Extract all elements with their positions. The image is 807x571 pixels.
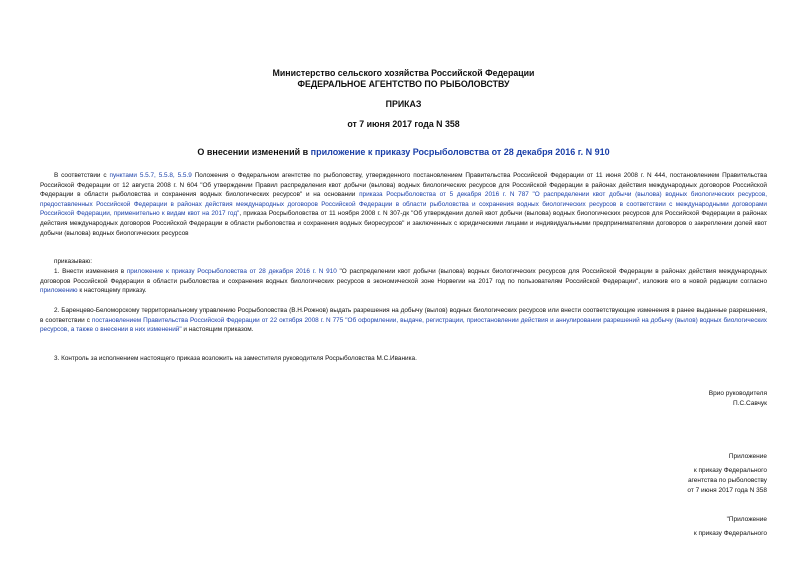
preamble-text-1: В соответствии с — [54, 172, 110, 179]
appendix-line-2: агентства по рыболовству — [687, 477, 767, 484]
item-1-text-1: 1. Внести изменения в — [54, 268, 127, 275]
preamble-paragraph — [40, 171, 767, 238]
appendix-block — [687, 452, 767, 496]
item-2-text-1: 2. Баренцево-Беломорскому территориальному управлению Росрыболовства (В.Н.Рожнов) выдать разрешения на добычу (вылов) водных биологических ресурсов или внести соответствующие изменения в ранее выданные разрешения, в соответствии с — [40, 307, 767, 324]
item-1-paragraph — [40, 267, 767, 296]
doc-title — [0, 147, 807, 157]
item-3-paragraph: 3. Контроль за исполнением настоящего приказа возложить на заместителя руководителя Росрыболовства М.С.Иваника. — [54, 355, 417, 362]
item-2-paragraph — [40, 306, 767, 335]
appendix-title: Приложение — [728, 453, 767, 460]
item-1-text-2: "О распределении квот добычи (вылова) водных биологических ресурсов для Российской Федерации в районах действия международных договоров Российской Федерации в области рыболовства и сохранения водных биологических ресурсов в экономической зоне Норвегии на 2017 год по пользователям Российской Федерации", изложив его в новой редакции согласно — [40, 268, 767, 285]
doc-date-number: от 7 июня 2017 года N 358 — [347, 119, 460, 129]
ministry-heading: Министерство сельского хозяйства Российской Федерации — [272, 68, 535, 78]
title-link[interactable]: приложение к приказу Росрыболовства от 28 декабря 2016 г. N 910 — [310, 147, 610, 157]
signature-block — [709, 389, 767, 409]
preamble-link-order-787[interactable]: приказа Росрыболовства от 5 декабря 2016 г. N 787 "О распределении квот добычи (вылова) водных биологических ресурсов, предоставленных Российской Федерации в районах действия международных договоров Российской Федерации в области рыболовства и сохранения водных биологических ресурсов в соответствии с международными договорами Российской Федерации, применительно к видам квот на 2017 год" — [40, 191, 768, 218]
signature-position: Врио руководителя — [708, 390, 767, 397]
preamble-text-2: Положения о Федеральном агентстве по рыболовству, утвержденного постановлением Правительства Российской Федерации от 11 июня 2008 г. N 444, постановлением Правительства Российской Федерации от 12 августа 2008 г. N 604 "Об утверждении Правил распределения квот добычи (вылова) водных биологических ресурсов для Российской Федерации в районах действия международных договоров Российской Федерации в области рыболовства и сохранения водных биологических ресурсов" и на основании — [40, 172, 767, 199]
item-1-link-appendix[interactable]: приложению — [40, 287, 78, 295]
appendix-quote-block — [694, 515, 767, 539]
item-1-text-3: к настоящему приказу. — [77, 287, 147, 295]
item-1-link-order-910[interactable]: приложение к приказу Росрыболовства от 28 декабря 2016 г. N 910 — [126, 268, 337, 275]
appendix-quote-line-1: "Приложение — [726, 516, 767, 523]
item-2-text-2: и настоящим приказом. — [181, 326, 254, 334]
agency-heading: ФЕДЕРАЛЬНОЕ АГЕНТСТВО ПО РЫБОЛОВСТВУ — [297, 79, 510, 89]
appendix-quote-line-2: к приказу Федерального — [693, 530, 767, 537]
preamble-link-points[interactable]: пунктами 5.5.7, 5.5.8, 5.5.9 — [109, 172, 192, 179]
appendix-line-1: к приказу Федерального — [693, 467, 767, 474]
preamble-text-3: , приказа Росрыболовства от 11 ноября 2008 г. N 307-дк "Об утверждении долей квот добычи (вылова) водных биологических ресурсов для Российской Федерации в районах действия международных договоров Российской Федерации в области рыболовства и сохранения водных биоресурсов" и заключенных с юридическими лицами и индивидуальными предпринимателями договоров о закреплении долей квот добычи (вылова) водных биологических ресурсов — [40, 210, 767, 237]
doc-type: ПРИКАЗ — [385, 99, 422, 109]
title-prefix: О внесении изменений в — [197, 147, 311, 157]
signature-name: П.С.Савчук — [732, 400, 767, 407]
item-2-link-decree-775[interactable]: постановлением Правительства Российской Федерации от 22 октября 2008 г. N 775 "Об оформлении, выдаче, регистрации, приостановлении действия и аннулировании разрешений на добычу (вылов) водных биологических ресурсов, а также о внесении в них изменений" — [40, 316, 767, 334]
appendix-line-3: от 7 июня 2017 года N 358 — [687, 487, 767, 494]
order-word: приказываю: — [54, 258, 92, 265]
